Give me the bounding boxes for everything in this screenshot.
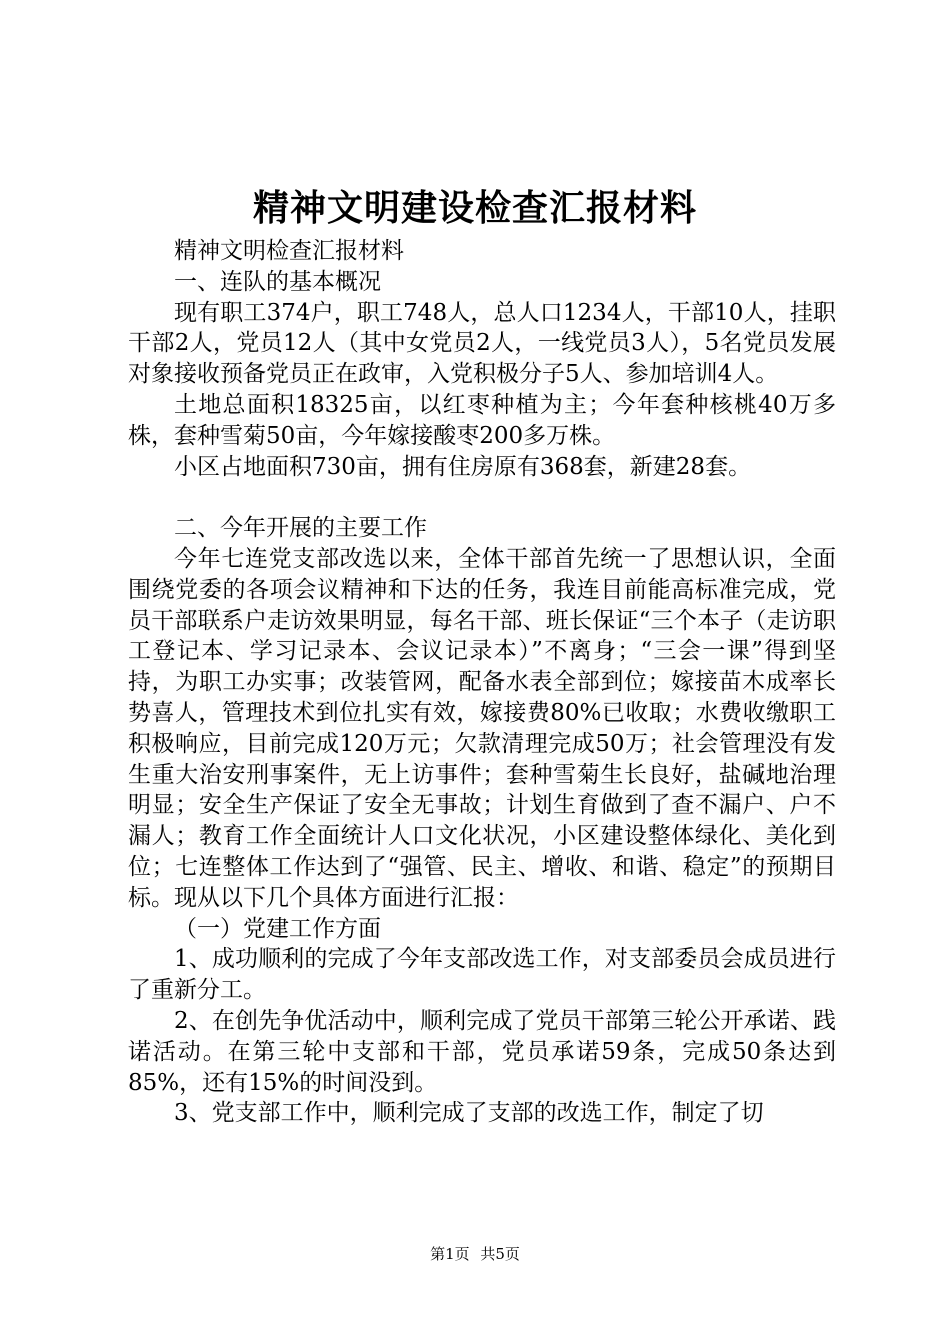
paragraph-housing-stats: 小区占地面积730亩，拥有住房原有368套，新建28套。 — [174, 453, 752, 480]
list-item-2: 2、在创先争优活动中，顺利完成了党员干部第三轮公开承诺、践诺活动。在第三轮中支部和干部，党员承诺59条，完成50条达到85%，还有15%的时间没到。 — [128, 1007, 836, 1096]
section-heading-overview: 一、连队的基本概况 — [174, 268, 381, 295]
document-body — [128, 236, 836, 1129]
page-number: 第1页 — [430, 1245, 470, 1263]
paragraph-subtitle: 精神文明检查汇报材料 — [174, 238, 404, 264]
paragraph-staff-stats: 现有职工374户，职工748人，总人口1234人，干部10人，挂职干部2人，党员12人（其中女党员2人，一线党员3人），5名党员发展对象接收预备党员正在政审，入党积极分子5人、参加培训4人。 — [128, 299, 836, 388]
section-heading-main-work: 二、今年开展的主要工作 — [174, 515, 427, 542]
page-footer — [0, 1244, 950, 1264]
document-title: 精神文明建设检查汇报材料 — [252, 187, 697, 229]
list-item-3: 3、党支部工作中，顺利完成了支部的改选工作，制定了切 — [174, 1100, 764, 1127]
subsection-heading-party-building: （一）党建工作方面 — [174, 915, 381, 942]
blank-line — [128, 482, 836, 513]
page-total: 共5页 — [480, 1245, 520, 1263]
list-item-1: 1、成功顺利的完成了今年支部改选工作，对支部委员会成员进行了重新分工。 — [128, 946, 836, 1004]
paragraph-work-summary: 今年七连党支部改选以来，全体干部首先统一了思想认识，全面围绕党委的各项会议精神和下达的任务，我连目前能高标准完成，党员干部联系户走访效果明显，每名干部、班长保证“三个本子（走访职工登记本、学习记录本、会议记录本）”不离身；“三会一课”得到坚持，为职工办实事；改装管网，配备水表全部到位；嫁接苗木成率长势喜人，管理技术到位扎实有效，嫁接费80%已收取；水费收缴职工积极响应，目前完成120万元；欠款清理完成50万；社会管理没有发生重大治安刑事案件，无上访事件；套种雪菊生长良好，盐碱地治理明显；安全生产保证了安全无事故；计划生育做到了查不漏户、户不漏人；教育工作全面统计人口文化状况，小区建设整体绿化、美化到位；七连整体工作达到了“强管、民主、增收、和谐、稳定”的预期目标。现从以下几个具体方面进行汇报： — [128, 545, 836, 911]
paragraph-land-stats: 土地总面积18325亩，以红枣种植为主；今年套种核桃40万多株，套种雪菊50亩，今年嫁接酸枣200多万株。 — [128, 391, 836, 449]
